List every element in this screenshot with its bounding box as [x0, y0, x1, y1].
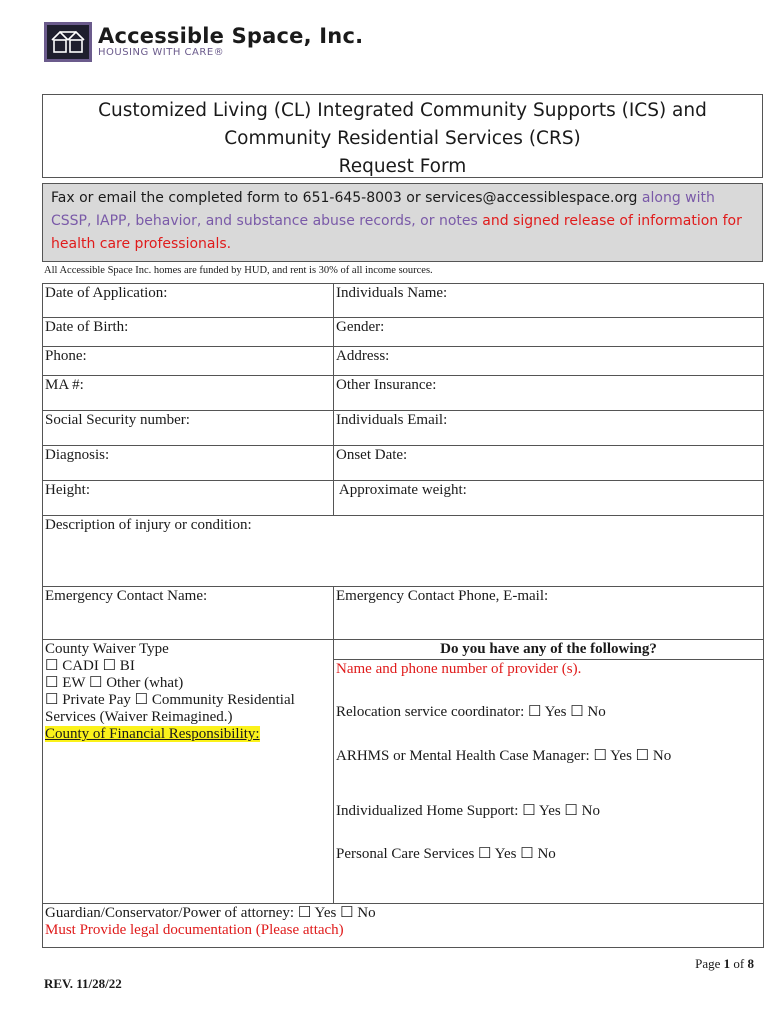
emergency-contact-phone-field[interactable]: Emergency Contact Phone, E-mail:	[334, 587, 764, 640]
title-line-2: Community Residential Services (CRS)	[224, 128, 581, 149]
title-line-1: Customized Living (CL) Integrated Community Supports (ICS) and	[98, 100, 707, 121]
fax-release-info: and signed release of information for health care professionals.	[51, 213, 742, 252]
guardian-question[interactable]: Guardian/Conservator/Power of attorney: ☐ Yes ☐ No	[45, 905, 376, 921]
arhms-question[interactable]: ARHMS or Mental Health Case Manager: ☐ Yes ☐ No	[336, 748, 672, 764]
individualized-home-support-question[interactable]: Individualized Home Support: ☐ Yes ☐ No	[336, 803, 600, 819]
hud-note: All Accessible Space Inc. homes are funded by HUD, and rent is 30% of all income sources.	[44, 265, 433, 276]
fax-required-records: along with CSSP, IAPP, behavior, and substance abuse records, or notes	[51, 190, 715, 229]
following-section	[334, 640, 764, 904]
following-heading: Do you have any of the following?	[334, 640, 763, 660]
address-field[interactable]: Address:	[334, 347, 764, 376]
date-of-birth-field[interactable]: Date of Birth:	[43, 318, 334, 347]
company-tagline: HOUSING WITH CARE®	[98, 47, 225, 58]
waiver-options-1[interactable]: ☐ CADI ☐ BI	[45, 658, 135, 674]
individuals-name-field[interactable]: Individuals Name:	[334, 284, 764, 318]
county-financial-responsibility[interactable]: County of Financial Responsibility:	[45, 726, 260, 742]
ssn-field[interactable]: Social Security number:	[43, 411, 334, 446]
personal-care-services-question[interactable]: Personal Care Services ☐ Yes ☐ No	[336, 846, 556, 862]
date-of-application-field[interactable]: Date of Application:	[43, 284, 334, 318]
guardian-section	[43, 904, 764, 948]
weight-field[interactable]: Approximate weight:	[334, 481, 764, 516]
other-insurance-field[interactable]: Other Insurance:	[334, 376, 764, 411]
gender-field[interactable]: Gender:	[334, 318, 764, 347]
form-title	[42, 94, 763, 178]
waiver-options-2[interactable]: ☐ EW ☐ Other (what)	[45, 675, 184, 691]
waiver-heading: County Waiver Type	[45, 641, 169, 657]
county-waiver-section	[43, 640, 334, 904]
description-field[interactable]: Description of injury or condition:	[43, 516, 764, 587]
height-field[interactable]: Height:	[43, 481, 334, 516]
house-logo-icon	[44, 22, 92, 62]
application-form-table	[42, 283, 764, 948]
revision-date: REV. 11/28/22	[44, 976, 122, 991]
company-name: Accessible Space, Inc.	[98, 24, 364, 48]
fax-instruction-text: Fax or email the completed form to 651-645-8003 or services@accessiblespace.org	[51, 190, 642, 206]
diagnosis-field[interactable]: Diagnosis:	[43, 446, 334, 481]
onset-date-field[interactable]: Onset Date:	[334, 446, 764, 481]
title-line-3: Request Form	[338, 156, 467, 177]
emergency-contact-name-field[interactable]: Emergency Contact Name:	[43, 587, 334, 640]
page-number: Page 1 of 8	[695, 956, 754, 971]
ma-number-field[interactable]: MA #:	[43, 376, 334, 411]
fax-instructions	[42, 183, 763, 262]
phone-field[interactable]: Phone:	[43, 347, 334, 376]
provider-info-label: Name and phone number of provider (s).	[336, 661, 582, 677]
relocation-coordinator-question[interactable]: Relocation service coordinator: ☐ Yes ☐ No	[336, 704, 606, 720]
legal-documentation-warning: Must Provide legal documentation (Please attach)	[45, 922, 344, 938]
individuals-email-field[interactable]: Individuals Email:	[334, 411, 764, 446]
company-logo	[44, 22, 363, 62]
waiver-options-3[interactable]: ☐ Private Pay ☐ Community Residential Services (Waiver Reimagined.)	[45, 692, 295, 725]
